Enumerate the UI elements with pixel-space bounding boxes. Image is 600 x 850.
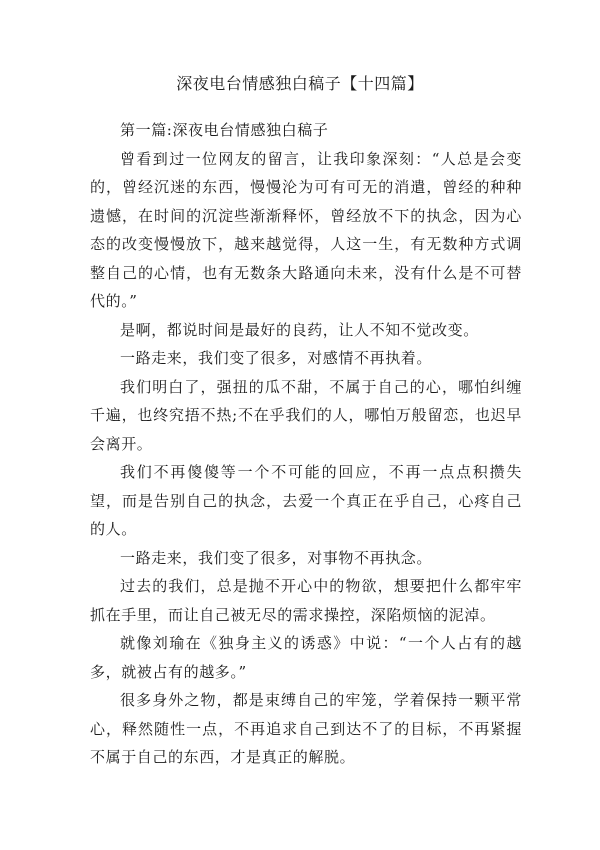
paragraph: 一路走来，我们变了很多，对事物不再执念。 [120,548,433,567]
paragraph: 一路走来，我们变了很多，对感情不再执着。 [120,349,433,367]
paragraph: 很多身外之物，都是束缚自己的牢笼，学着保持一颗平常心，释然随性一点，不再追求自己到达不了的目标，不再紧握不属于自己的东西，才是真正的解脱。 [90,691,522,766]
paragraph: 曾看到过一位网友的留言，让我印象深刻：“人总是会变的，曾经沉迷的东西，慢慢沦为可有可无的消遣，曾经的种种遗憾，在时间的沉淀些渐渐释怀，曾经放不下的执念，因为心态的改变慢慢放下，越来越觉得，人这一生，有无数种方式调整自己的心情，也有无数条大路通向未来，没有什么是不可替代的。” [90,149,522,310]
paragraph: 是啊，都说时间是最好的良药，让人不知不觉改变。 [120,320,479,339]
paragraph: 过去的我们，总是抛不开心中的物欲，想要把什么都牢牢抓在手里，而让自己被无尽的需求操控，深陷烦恼的泥淖。 [90,577,522,624]
paragraph: 我们不再傻傻等一个不可能的回应，不再一点点积攒失望，而是告别自己的执念，去爱一个真正在乎自己，心疼自己的人。 [90,463,522,538]
document-title: 深夜电台情感独白稿子【十四篇】 [176,74,424,93]
paragraph-section-heading: 第一篇:深夜电台情感独白稿子 [120,121,329,139]
paragraph: 就像刘瑜在《独身主义的诱惑》中说：“一个人占有的越多，就被占有的越多。” [90,634,522,681]
paragraph: 我们明白了，强扭的瓜不甜，不属于自己的心，哪怕纠缠千遍，也终究捂不热;不在乎我们的人，哪怕万般留恋，也迟早会离开。 [90,377,522,453]
document-body [90,116,522,772]
